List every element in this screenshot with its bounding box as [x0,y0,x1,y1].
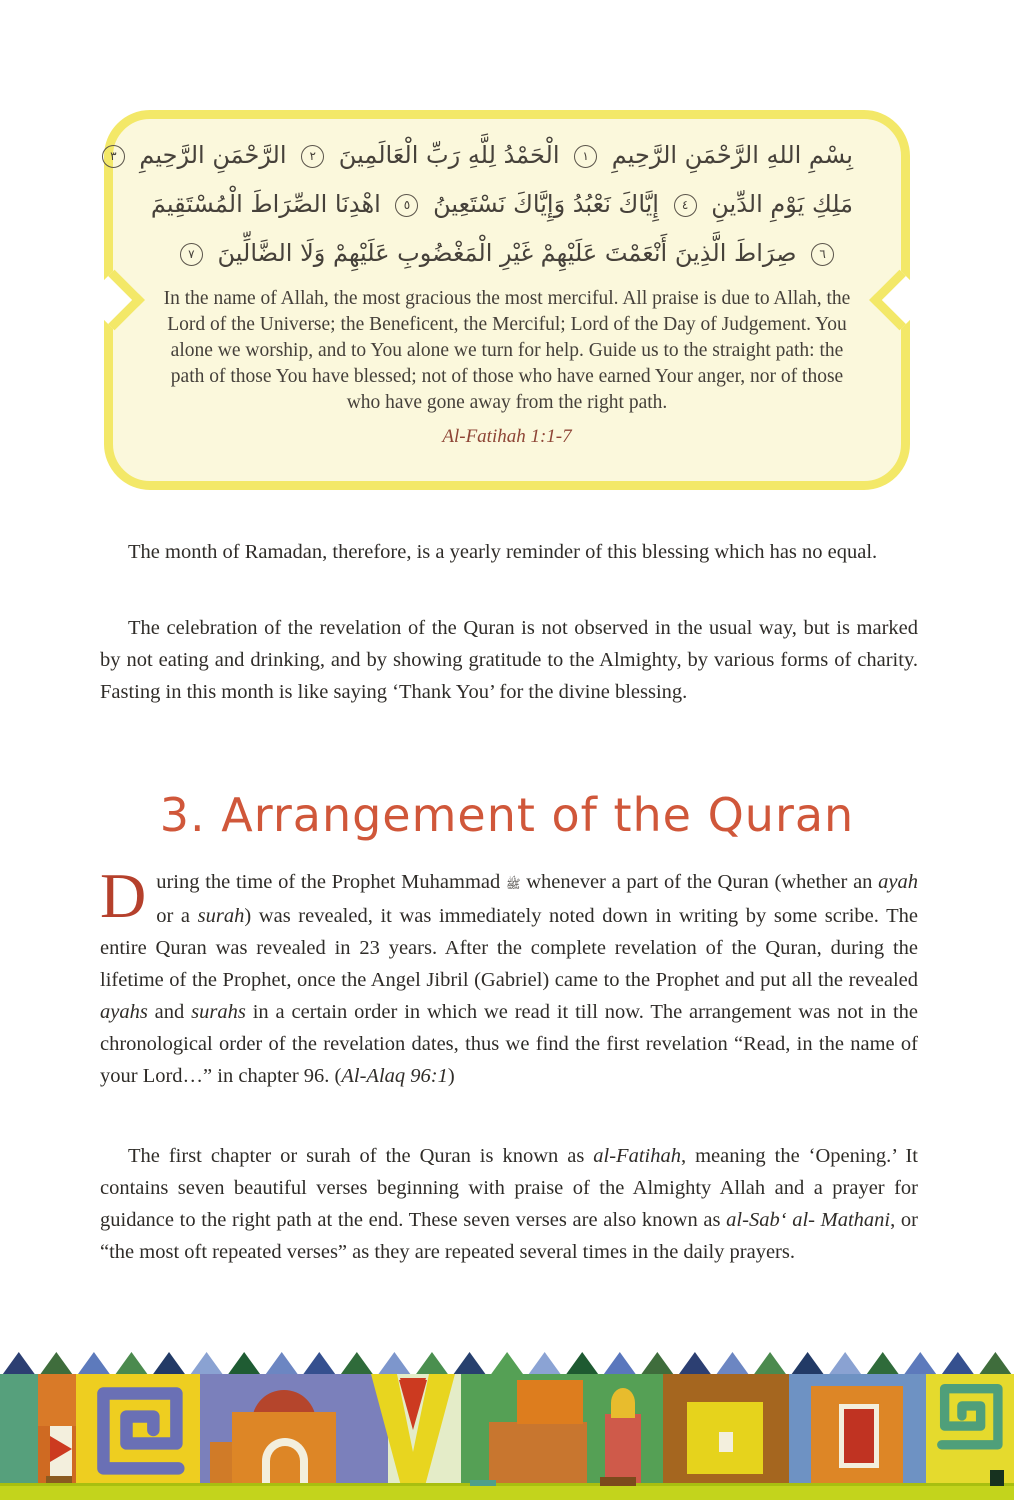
yellow-v-shape [365,1374,461,1486]
panel-orange-strip [38,1374,76,1486]
arabic-verse-line-1: بِسْمِ اللهِ الرَّحْمَنِ الرَّحِيمِ ١ الْحَمْدُ لِلَّهِ رَبِّ الْعَالَمِينَ ٢ الرَّحْمَنِ الرَّحِيمِ ٣ [161,131,853,180]
red-door [839,1404,879,1468]
panel-purple [200,1374,365,1486]
arabic-verse-line-3: ٦ صِرَاطَ الَّذِينَ أَنْعَمْتَ عَلَيْهِمْ غَيْرِ الْمَغْضُوبِ عَلَيْهِمْ وَلَا الضَّالِّينَ ٧ [161,229,853,278]
bottom-illustration [0,1352,1014,1500]
panel-yellow-spiral [76,1374,200,1486]
quran-verse-box [104,110,910,490]
orange-building [232,1412,336,1486]
chapter-heading: 3. Arrangement of the Quran [159,788,855,842]
grass-blob-teal [470,1480,496,1486]
paragraph-arrangement [100,860,919,1092]
white-window [719,1432,733,1452]
verse-translation: In the name of Allah, the most gracious the most merciful. All praise is due to Allah, the Lord of the Universe; the Beneficent, the Merciful; Lord of the Day of Judgement. You alone we worship, and to You alone we turn for help. Guide us to the straight path: the path of those You have blessed; not of those who have earned Your anger, nor of those who have gone away from the right path. [163,288,851,413]
panel-green [461,1374,663,1486]
paragraph-ramadan-reminder: The month of Ramadan, therefore, is a yearly reminder of this blessing which has no equal. [128,541,878,563]
orange-block [38,1374,76,1426]
paragraph-arrangement-text: uring the time of the Prophet Muhammad ﷺ whenever a part of the Quran (whether an ayah or a surah) was revealed, it was immediately noted down in writing by some scribe. The entire Quran was revealed in 23 years. After the complete revelation of the Quran, during the lifetime of the Prophet, once the Angel Jibril (Gabriel) came to the Prophet and put all the revealed ayahs and surahs in a certain order in which we read it till now. The arrangement was not in the chronological order of the revelation dates, thus we find the first revelation “Read, in the name of your Lord…” in chapter 96. (Al-Alaq 96:1) [100,871,919,1087]
grass-strip [0,1483,1014,1500]
panel-letter-v [365,1374,461,1486]
building-top [517,1380,583,1424]
arabic-verse-line-2: مَلِكِ يَوْمِ الدِّينِ ٤ إِيَّاكَ نَعْبُدُ وَإِيَّاكَ نَسْتَعِينُ ٥ اهْدِنَا الصِّرَاطَ الْمُسْتَقِيمَ [150,190,853,218]
arch-doorway [262,1438,308,1486]
panel-brown [663,1374,789,1486]
paragraph-celebration: The celebration of the revelation of the Quran is not observed in the usual way, but is marked by not eating and drinking, and by showing gratitude to the Almighty, by various forms of charity. Fasting in this month is like saying ‘Thank You’ for the divine blessing. [100,617,918,703]
paragraph-al-fatihah: The first chapter or surah of the Quran is known as al-Fatihah, meaning the ‘Opening.’ It contains seven beautiful verses beginning with praise of the Almighty Allah and a prayer for guidance to the right path at the end. These seven verses are also known as al-Sab‘ al- Mathani, or “the most oft repeated verses” as they are repeated several times in the daily prayers. [100,1145,919,1263]
drop-cap: D [100,860,147,931]
blue-spiral-icon [90,1382,186,1478]
grass-corner-block [990,1470,1004,1486]
green-spiral-icon [936,1380,1008,1452]
grass-blob-brown [600,1477,636,1486]
frame-notch-right [869,270,930,331]
orange-doorway-block [811,1386,903,1486]
village-band [0,1374,1014,1486]
yellow-dome [611,1388,635,1418]
frame-notch-left [84,270,145,331]
building-low [489,1422,587,1486]
verse-citation: Al-Fatihah 1:1-7 [442,426,572,447]
panel-blue [789,1374,926,1486]
red-tower [605,1414,641,1486]
panel-teal [0,1374,38,1486]
